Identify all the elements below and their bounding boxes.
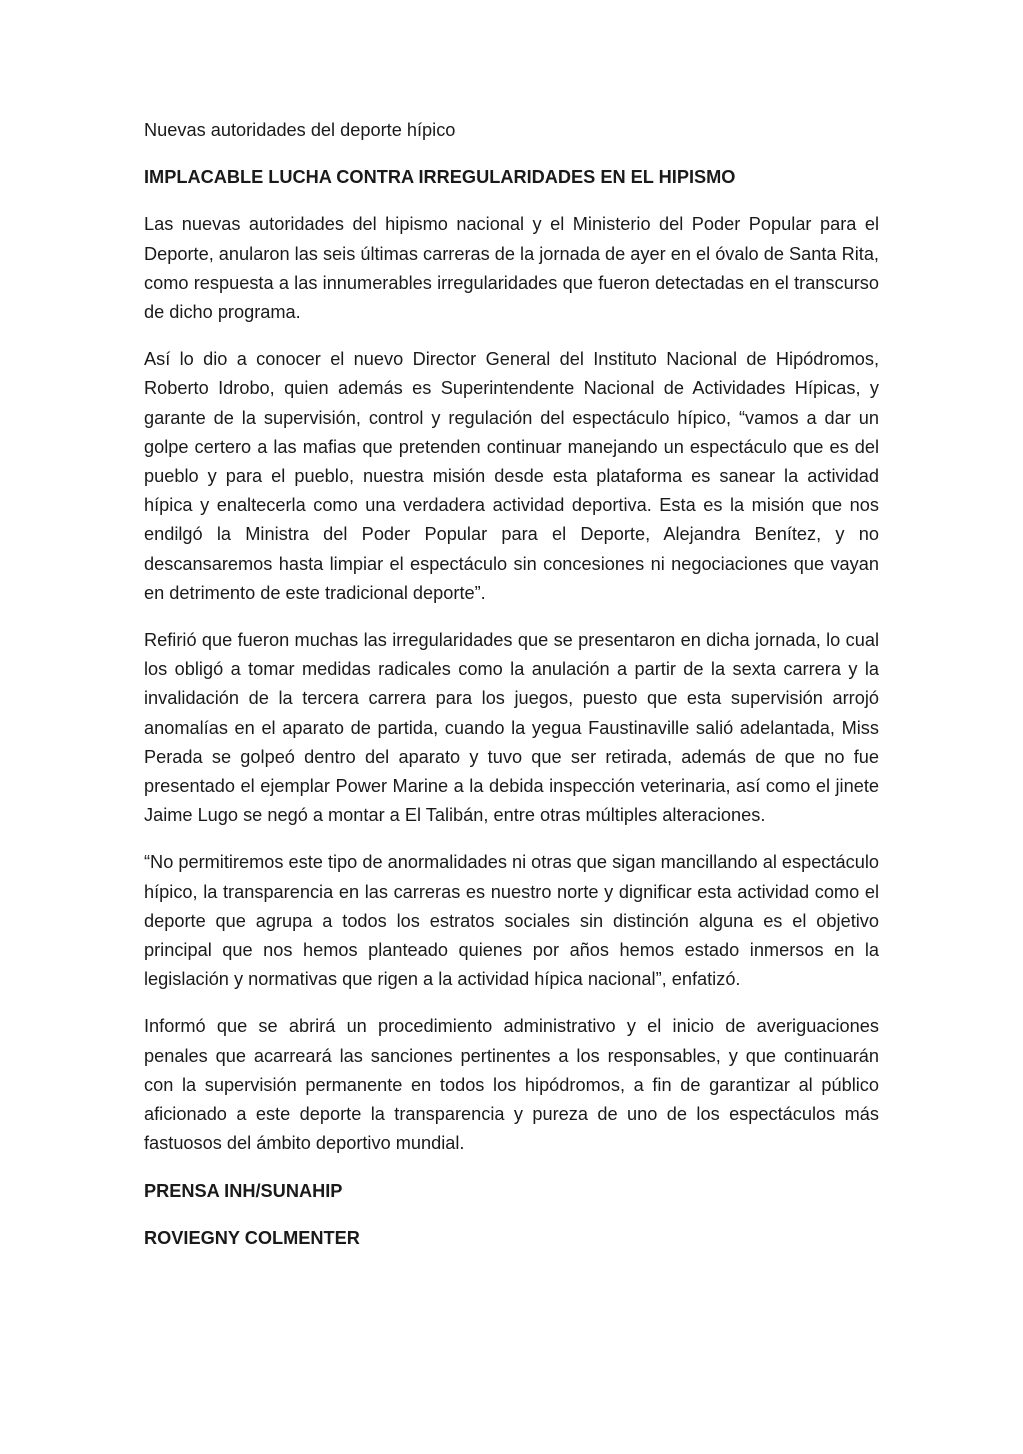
paragraph-2: Así lo dio a conocer el nuevo Director General del Instituto Nacional de Hipódromos, Roberto Idrobo, quien además es Superintendente Nacional de Actividades Hípicas, y garante de la supervisión, control y regulación del espectáculo hípico, “vamos a dar un golpe certero a las mafias que pretenden continuar manejando un espectáculo que es del pueblo y para el pueblo, nuestra misión desde esta plataforma es sanear la actividad hípica y enaltecerla como una verdadera actividad deportiva. Esta es la misión que nos endilgó la Ministra del Poder Popular para el Deporte, Alejandra Benítez, y no descansaremos hasta limpiar el espectáculo sin concesiones ni negociaciones que vayan en detrimento de este tradicional deporte”. (144, 349, 879, 603)
paragraph-4: “No permitiremos este tipo de anormalidades ni otras que sigan mancillando al espectáculo hípico, la transparencia en las carreras es nuestro norte y dignificar esta actividad como el deporte que agrupa a todos los estratos sociales sin distinción alguna es el objetivo principal que nos hemos planteado quienes por años hemos estado inmersos en la legislación y normativas que rigen a la actividad hípica nacional”, enfatizó. (144, 852, 879, 990)
paragraph-1: Las nuevas autoridades del hipismo nacional y el Ministerio del Poder Popular para el Deporte, anularon las seis últimas carreras de la jornada de ayer en el óvalo de Santa Rita, como respuesta a las innumerables irregularidades que fueron detectadas en el transcurso de dicho programa. (144, 214, 879, 323)
document-page (144, 116, 879, 1271)
document-headline: IMPLACABLE LUCHA CONTRA IRREGULARIDADES EN EL HIPISMO (144, 167, 736, 188)
press-office: PRENSA INH/SUNAHIP (144, 1180, 343, 1201)
author-name: ROVIEGNY COLMENTER (144, 1227, 360, 1248)
document-subtitle: Nuevas autoridades del deporte hípico (144, 120, 456, 140)
paragraph-5: Informó que se abrirá un procedimiento administrativo y el inicio de averiguaciones penales que acarreará las sanciones pertinentes a los responsables, y que continuarán con la supervisión permanente en todos los hipódromos, a fin de garantizar al público aficionado a este deporte la transparencia y pureza de uno de los espectáculos más fastuosos del ámbito deportivo mundial. (144, 1016, 879, 1154)
paragraph-3: Refirió que fueron muchas las irregularidades que se presentaron en dicha jornada, lo cual los obligó a tomar medidas radicales como la anulación a partir de la sexta carrera y la invalidación de la tercera carrera para los juegos, puesto que esta supervisión arrojó anomalías en el aparato de partida, cuando la yegua Faustinaville salió adelantada, Miss Perada se golpeó dentro del aparato y tuvo que ser retirada, además de que no fue presentado el ejemplar Power Marine a la debida inspección veterinaria, así como el jinete Jaime Lugo se negó a montar a El Talibán, entre otras múltiples alteraciones. (144, 630, 879, 826)
